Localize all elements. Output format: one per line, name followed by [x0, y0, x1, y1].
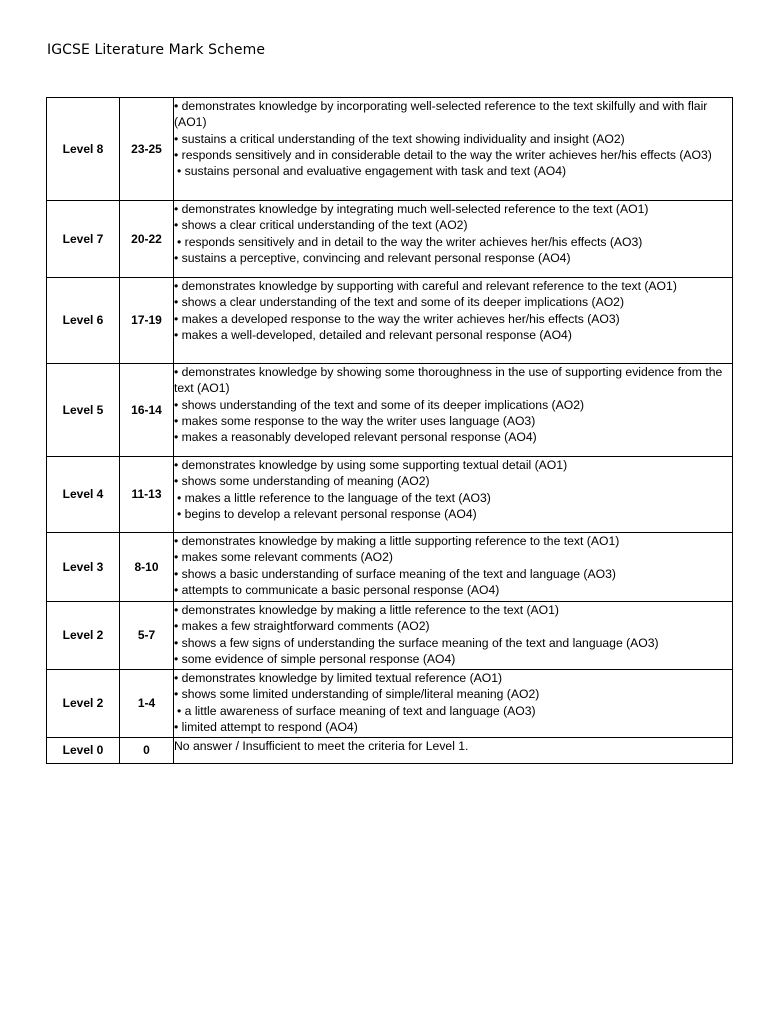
- criterion-item: • sustains personal and evaluative engagement with task and text (AO4): [177, 164, 567, 179]
- criterion-item: • shows some limited understanding of simple/literal meaning (AO2): [174, 687, 540, 702]
- level-label: Level 0: [47, 738, 120, 764]
- criterion-item: • sustains a perceptive, convincing and relevant personal response (AO4): [174, 250, 571, 265]
- criterion-item: • begins to develop a relevant personal response (AO4): [177, 506, 477, 521]
- criterion-item: • demonstrates knowledge by showing some thoroughness in the use of supporting evidence from the text (AO1): [174, 365, 723, 396]
- criterion-item: • shows a clear critical understanding of the text (AO2): [174, 218, 468, 233]
- table-row: [47, 201, 733, 278]
- criterion-item: • demonstrates knowledge by limited textual reference (AO1): [174, 671, 503, 685]
- criterion-item: • demonstrates knowledge by using some supporting textual detail (AO1): [174, 458, 568, 472]
- criterion-item: • demonstrates knowledge by integrating much well-selected reference to the text (AO1): [174, 202, 649, 216]
- level-label: Level 5: [47, 364, 120, 457]
- criterion-item: No answer / Insufficient to meet the criteria for Level 1.: [174, 739, 469, 753]
- criterion-item: • makes some relevant comments (AO2): [174, 550, 393, 565]
- mark-range: 11-13: [120, 457, 174, 533]
- table-row: [47, 738, 733, 764]
- criteria-cell: [174, 364, 733, 457]
- mark-range: 8-10: [120, 533, 174, 602]
- level-label: Level 2: [47, 602, 120, 670]
- criterion-item: • some evidence of simple personal response (AO4): [174, 651, 456, 666]
- document-title: IGCSE Literature Mark Scheme: [47, 42, 266, 58]
- criterion-item: • responds sensitively and in considerable detail to the way the writer achieves her/his effects (AO3): [174, 147, 712, 162]
- criterion-item: • makes a little reference to the language of the text (AO3): [177, 490, 491, 505]
- criterion-item: • shows understanding of the text and some of its deeper implications (AO2): [174, 397, 585, 412]
- criterion-item: • makes a well-developed, detailed and relevant personal response (AO4): [174, 327, 572, 342]
- table-row: [47, 670, 733, 738]
- criterion-item: • shows some understanding of meaning (AO2): [174, 474, 430, 489]
- mark-range: 16-14: [120, 364, 174, 457]
- criteria-cell: [174, 201, 733, 278]
- criterion-item: • shows a basic understanding of surface meaning of the text and language (AO3): [174, 566, 616, 581]
- criterion-item: • makes a few straightforward comments (AO2): [174, 619, 430, 634]
- mark-range: 0: [120, 738, 174, 764]
- criteria-cell: [174, 738, 733, 764]
- criteria-cell: [174, 457, 733, 533]
- criterion-item: • demonstrates knowledge by making a little supporting reference to the text (AO1): [174, 534, 620, 548]
- criterion-item: • makes a developed response to the way the writer achieves her/his effects (AO3): [174, 311, 620, 326]
- level-label: Level 4: [47, 457, 120, 533]
- table-row: [47, 457, 733, 533]
- table-row: [47, 533, 733, 602]
- criterion-item: • a little awareness of surface meaning of text and language (AO3): [177, 703, 536, 718]
- level-label: Level 3: [47, 533, 120, 602]
- table-row: [47, 98, 733, 201]
- criterion-item: • responds sensitively and in detail to the way the writer achieves her/his effects (AO3): [177, 234, 643, 249]
- level-label: Level 2: [47, 670, 120, 738]
- level-label: Level 6: [47, 278, 120, 364]
- criterion-item: • shows a clear understanding of the text and some of its deeper implications (AO2): [174, 295, 625, 310]
- table-row: [47, 602, 733, 670]
- mark-range: 5-7: [120, 602, 174, 670]
- criterion-item: • demonstrates knowledge by supporting with careful and relevant reference to the text (AO1): [174, 279, 677, 293]
- criteria-cell: [174, 278, 733, 364]
- level-label: Level 8: [47, 98, 120, 201]
- table-row: [47, 278, 733, 364]
- criterion-item: • limited attempt to respond (AO4): [174, 719, 358, 734]
- table-row: [47, 364, 733, 457]
- mark-range: 1-4: [120, 670, 174, 738]
- mark-range: 20-22: [120, 201, 174, 278]
- criteria-cell: [174, 602, 733, 670]
- criterion-item: • makes a reasonably developed relevant personal response (AO4): [174, 430, 537, 445]
- criterion-item: • demonstrates knowledge by making a little reference to the text (AO1): [174, 603, 559, 617]
- criterion-item: • shows a few signs of understanding the surface meaning of the text and language (AO3): [174, 635, 659, 650]
- level-label: Level 7: [47, 201, 120, 278]
- criteria-cell: [174, 533, 733, 602]
- mark-range: 23-25: [120, 98, 174, 201]
- criterion-item: • makes some response to the way the writer uses language (AO3): [174, 413, 536, 428]
- mark-scheme-table: [46, 97, 733, 764]
- criteria-cell: [174, 670, 733, 738]
- criterion-item: • attempts to communicate a basic personal response (AO4): [174, 582, 500, 597]
- criterion-item: • sustains a critical understanding of the text showing individuality and insight (AO2): [174, 131, 625, 146]
- criterion-item: • demonstrates knowledge by incorporating well-selected reference to the text skilfully and with flair (AO1): [174, 99, 708, 130]
- mark-range: 17-19: [120, 278, 174, 364]
- criteria-cell: [174, 98, 733, 201]
